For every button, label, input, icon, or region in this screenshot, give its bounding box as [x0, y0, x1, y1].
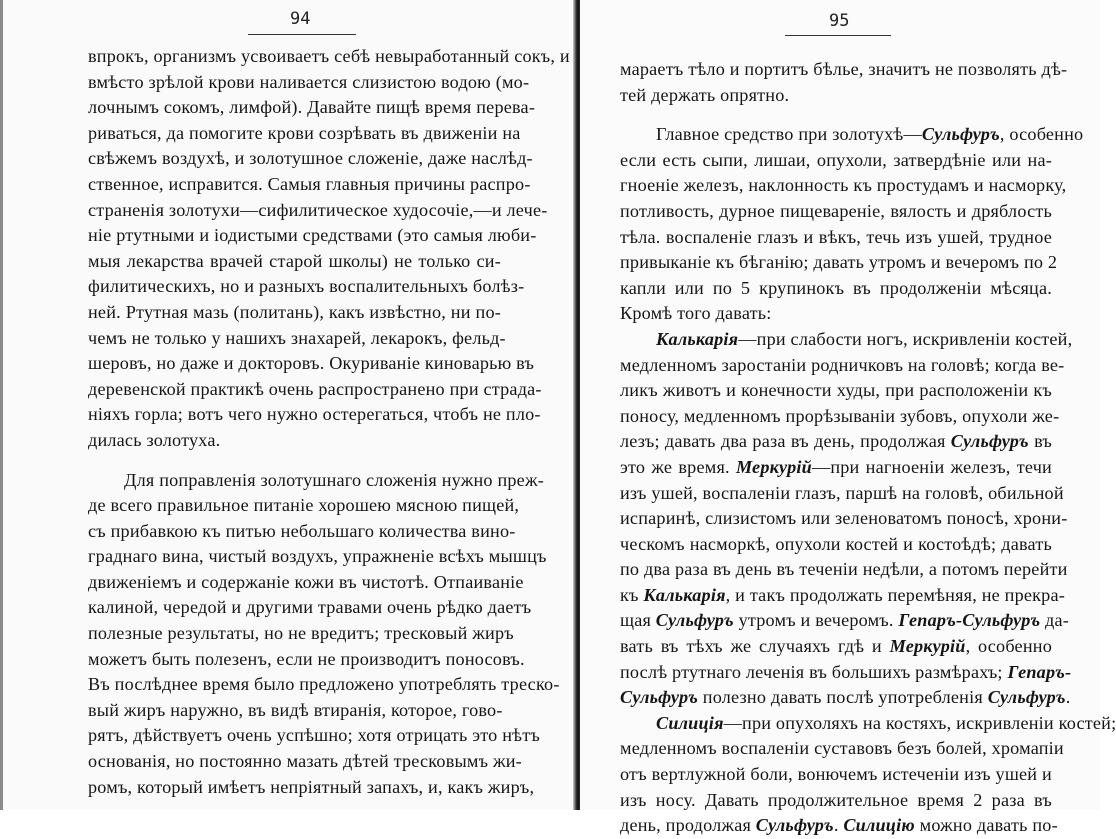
remedy-name: Гепаръ-Сульфуръ — [898, 610, 1041, 631]
text-segment: потливость, дурное пищевареніе, вялость и дряблость — [620, 200, 1052, 221]
text-line — [620, 583, 1066, 609]
text-segment: по два раза въ день въ теченіи недѣли, а потомъ перейти — [620, 559, 1068, 580]
text-segment: дилась золотуха. — [88, 429, 221, 450]
text-segment: ственное, исправится. Самыя главныя причины распро- — [88, 173, 531, 194]
text-line — [88, 519, 516, 545]
text-line — [620, 813, 1058, 839]
right-page — [580, 0, 1116, 836]
text-line — [620, 250, 1058, 276]
text-segment: ческомъ насморкѣ, опухоли костей и костоѣдѣ; давать — [620, 533, 1052, 554]
text-segment: Для поправленія золотушнаго сложенія нужно преж- — [124, 469, 544, 490]
text-line — [88, 300, 501, 326]
text-line — [88, 274, 525, 300]
text-line — [620, 788, 1052, 814]
text-segment: если есть сыпи, лишаи, опухоли, затвердѣніе или на- — [620, 149, 1052, 170]
text-segment: риваться, да помогите крови созрѣвать въ движеніи на — [88, 122, 521, 143]
text-segment: изъ носу. Давать продолжительное время 2 раза въ — [620, 789, 1052, 810]
text-segment: вать въ тѣхъ же случаяхъ гдѣ и — [620, 636, 890, 657]
remedy-name: Калькарія — [656, 328, 739, 349]
text-line — [88, 249, 501, 275]
text-line — [88, 595, 532, 621]
text-line — [620, 557, 1068, 583]
remedy-name: Силиція — [656, 712, 724, 733]
text-segment: , особенно — [965, 636, 1052, 657]
text-line — [620, 608, 1069, 634]
text-segment: . — [833, 815, 844, 836]
text-segment: де всего правильное питаніе хорошею мясною пищей, — [88, 495, 520, 516]
text-line — [88, 749, 522, 775]
text-line — [620, 353, 1065, 379]
right-page-text — [620, 57, 1116, 839]
left-page-text — [88, 44, 570, 800]
text-segment: ромъ, который имѣетъ непріятный запахъ, и, какъ жиръ, — [88, 776, 535, 797]
text-line — [620, 660, 1072, 686]
text-line — [620, 276, 1052, 302]
text-segment: съ прибавкою къ питью небольшаго количества вино- — [88, 520, 516, 541]
text-line — [620, 736, 1064, 762]
remedy-name: Сульфуръ — [921, 124, 1000, 145]
text-segment: вмѣсто зрѣлой крови наливается слизистою водою (мо- — [88, 71, 530, 92]
text-segment: отъ вертлужной боли, вонючемъ истеченіи изъ ушей и — [620, 764, 1052, 785]
text-segment: страненія золотухи—сифилитическое худосочіе,—и лече- — [88, 199, 548, 220]
text-line — [620, 634, 1052, 660]
text-segment: мараетъ тѣло и портитъ бѣлье, значитъ не позволять дѣ- — [620, 59, 1068, 79]
remedy-name: Сульфуръ — [655, 610, 734, 631]
text-line — [88, 698, 501, 724]
page-edge — [0, 0, 3, 810]
remedy-name: Сульфуръ — [987, 687, 1066, 708]
text-line — [620, 225, 1052, 251]
text-line — [88, 428, 501, 454]
text-line — [88, 44, 570, 70]
text-line — [620, 711, 1116, 737]
page-number-left: 94 — [290, 9, 311, 29]
text-segment: свѣжемъ воздухѣ, и золотушное сложеніе, даже наслѣд- — [88, 148, 533, 169]
text-line — [88, 647, 525, 673]
text-segment: поносу, медленномъ прорѣзываніи зубовъ, опухоли же- — [620, 405, 1060, 426]
text-segment: тей держать опрятно. — [620, 84, 790, 105]
header-rule-left — [248, 34, 356, 35]
remedy-name: Сульфуръ — [755, 815, 834, 836]
text-segment: впрокъ, организмъ усвоиваетъ себѣ невыработанный сокъ, и — [88, 46, 570, 66]
text-line — [88, 121, 521, 147]
page-number-right: 95 — [829, 11, 850, 31]
text-segment: привыканіе къ бѣганію; давать утромъ и вечеромъ по 2 — [620, 252, 1058, 273]
text-segment: калиной, чередой и другими травами очень рѣдко даетъ — [88, 597, 532, 618]
text-line — [620, 506, 1068, 532]
text-line — [88, 402, 541, 428]
text-segment: мыя лекарства врачей старой школы) не только си- — [88, 250, 501, 271]
text-segment: чемъ не только у нашихъ знахарей, лекарокъ, фельд- — [88, 327, 506, 348]
text-line — [620, 173, 1067, 199]
text-line — [88, 70, 530, 96]
text-line — [620, 532, 1052, 558]
text-segment: тѣла. воспаленіе глазъ и вѣкъ, течь изъ ушей, трудное — [620, 226, 1052, 247]
text-segment: день, продолжая — [620, 815, 756, 836]
text-segment: ніе ртутными и іодистыми средствами (это самыя люби- — [88, 225, 537, 246]
text-segment: щая — [620, 610, 656, 631]
remedy-name: Меркурій — [735, 456, 812, 477]
text-line — [88, 672, 560, 698]
text-segment: движеніемъ и содержаніе кожи въ чистотѣ. Отпаиваніе — [88, 571, 524, 592]
text-segment: филитическихъ, но и разныхъ воспалительныхъ болѣз- — [88, 276, 525, 297]
text-segment: можно давать по- — [914, 815, 1058, 836]
text-line — [620, 148, 1052, 174]
text-line — [620, 199, 1052, 225]
text-segment: утромъ и вечеромъ. — [733, 610, 899, 631]
text-segment: ликъ животъ и конечности худы, при расположеніи къ — [620, 380, 1052, 401]
text-segment: къ — [620, 584, 644, 605]
text-segment: Главное средство при золотухѣ— — [656, 124, 922, 145]
text-line — [620, 301, 1052, 327]
text-segment: послѣ ртутнаго леченія въ большихъ размѣрахъ; — [620, 661, 1008, 682]
remedy-name: Гепаръ- — [1007, 661, 1072, 682]
text-segment: , и такъ продолжать перемѣняя, не прекра- — [725, 584, 1066, 605]
header-rule-right — [785, 35, 891, 36]
text-line — [88, 621, 514, 647]
remedy-name: Калькарія — [643, 584, 726, 605]
text-segment: лезъ; давать два раза въ день, продолжая — [620, 431, 951, 452]
text-segment: полезные результаты, но не вредитъ; тресковый жиръ — [88, 623, 514, 644]
text-segment: основанія, но постоянно мазать дѣтей тресковымъ жи- — [88, 751, 522, 772]
text-line — [620, 83, 1052, 109]
text-segment: это же время. — [620, 456, 736, 477]
text-line — [88, 326, 506, 352]
text-segment: испаринѣ, слизистомъ или зеленоватомъ поносѣ, хрони- — [620, 508, 1068, 529]
text-segment: . — [1065, 687, 1071, 708]
text-line — [620, 455, 1052, 481]
text-segment: вый жиръ наружно, въ видѣ втиранія, которое, гово- — [88, 699, 503, 720]
text-segment: изъ ушей, воспаленіи глазъ, паршѣ на головѣ, обильной — [620, 482, 1064, 503]
text-segment: Кромѣ того давать: — [620, 303, 772, 324]
text-segment: рятъ, дѣйствуетъ очень успѣшно; хотя отрицать это нѣтъ — [88, 725, 540, 746]
text-line — [620, 685, 1071, 711]
text-line — [620, 378, 1052, 404]
text-line — [88, 570, 524, 596]
text-line — [88, 223, 537, 249]
text-segment: —при слабости ногъ, искривленіи костей, — [738, 328, 1073, 349]
text-segment: да- — [1040, 610, 1069, 631]
text-segment: капли или по 5 крупинокъ въ продолженіи мѣсяца. — [620, 277, 1052, 298]
remedy-name: Сульфуръ — [620, 687, 699, 708]
text-segment: , особенно — [999, 124, 1084, 145]
text-segment: лочнымъ сокомъ, лимфой). Давайте пищѣ время перева- — [88, 97, 536, 118]
text-line — [88, 723, 540, 749]
remedy-name: Силицію — [843, 815, 915, 836]
text-segment: медленномъ заростаніи родничковъ на головѣ; когда ве- — [620, 354, 1065, 375]
text-segment: полезно давать послѣ употребленія — [698, 687, 988, 708]
text-segment: —при нагноеніи железъ, течи — [811, 456, 1052, 477]
text-line — [88, 544, 547, 570]
text-segment: въ — [1028, 431, 1053, 452]
text-segment: можетъ быть полезенъ, если не производитъ поносовъ. — [88, 648, 525, 669]
text-segment: деревенской практикѣ очень распространено при страда- — [88, 378, 542, 399]
text-segment: шеровъ, но даже и докторовъ. Окуриваніе киноварью въ — [88, 353, 535, 374]
remedy-name: Сульфуръ — [950, 431, 1029, 452]
text-line — [88, 775, 535, 801]
remedy-name: Меркурій — [889, 636, 966, 657]
text-line — [620, 327, 1073, 353]
text-line — [620, 481, 1064, 507]
text-line — [88, 146, 533, 172]
text-line — [620, 57, 1068, 83]
text-segment: —при опухоляхъ на костяхъ, искривленіи костей; — [723, 712, 1116, 733]
text-line — [620, 122, 1084, 148]
text-line — [88, 377, 542, 403]
text-line — [88, 172, 531, 198]
text-segment: ніяхъ горла; вотъ чего нужно остерегаться, чтобъ не пло- — [88, 404, 541, 425]
text-line — [88, 198, 548, 224]
text-line — [88, 95, 536, 121]
text-line — [88, 468, 544, 494]
text-segment: граднаго вина, чистый воздухъ, упражненіе всѣхъ мышцъ — [88, 546, 547, 567]
text-segment: медленномъ воспаленіи суставовъ безъ болей, хромапіи — [620, 738, 1064, 759]
text-segment: гноеніе железъ, наклонность къ простудамъ и насморку, — [620, 175, 1067, 196]
text-line — [620, 762, 1052, 788]
text-line — [620, 404, 1060, 430]
text-line — [88, 493, 520, 519]
text-line — [88, 351, 535, 377]
text-line — [620, 429, 1052, 455]
text-segment: Въ послѣднее время было предложено употреблять треско- — [88, 674, 560, 695]
text-segment: ней. Ртутная мазь (политань), какъ извѣстно, ни по- — [88, 301, 501, 322]
